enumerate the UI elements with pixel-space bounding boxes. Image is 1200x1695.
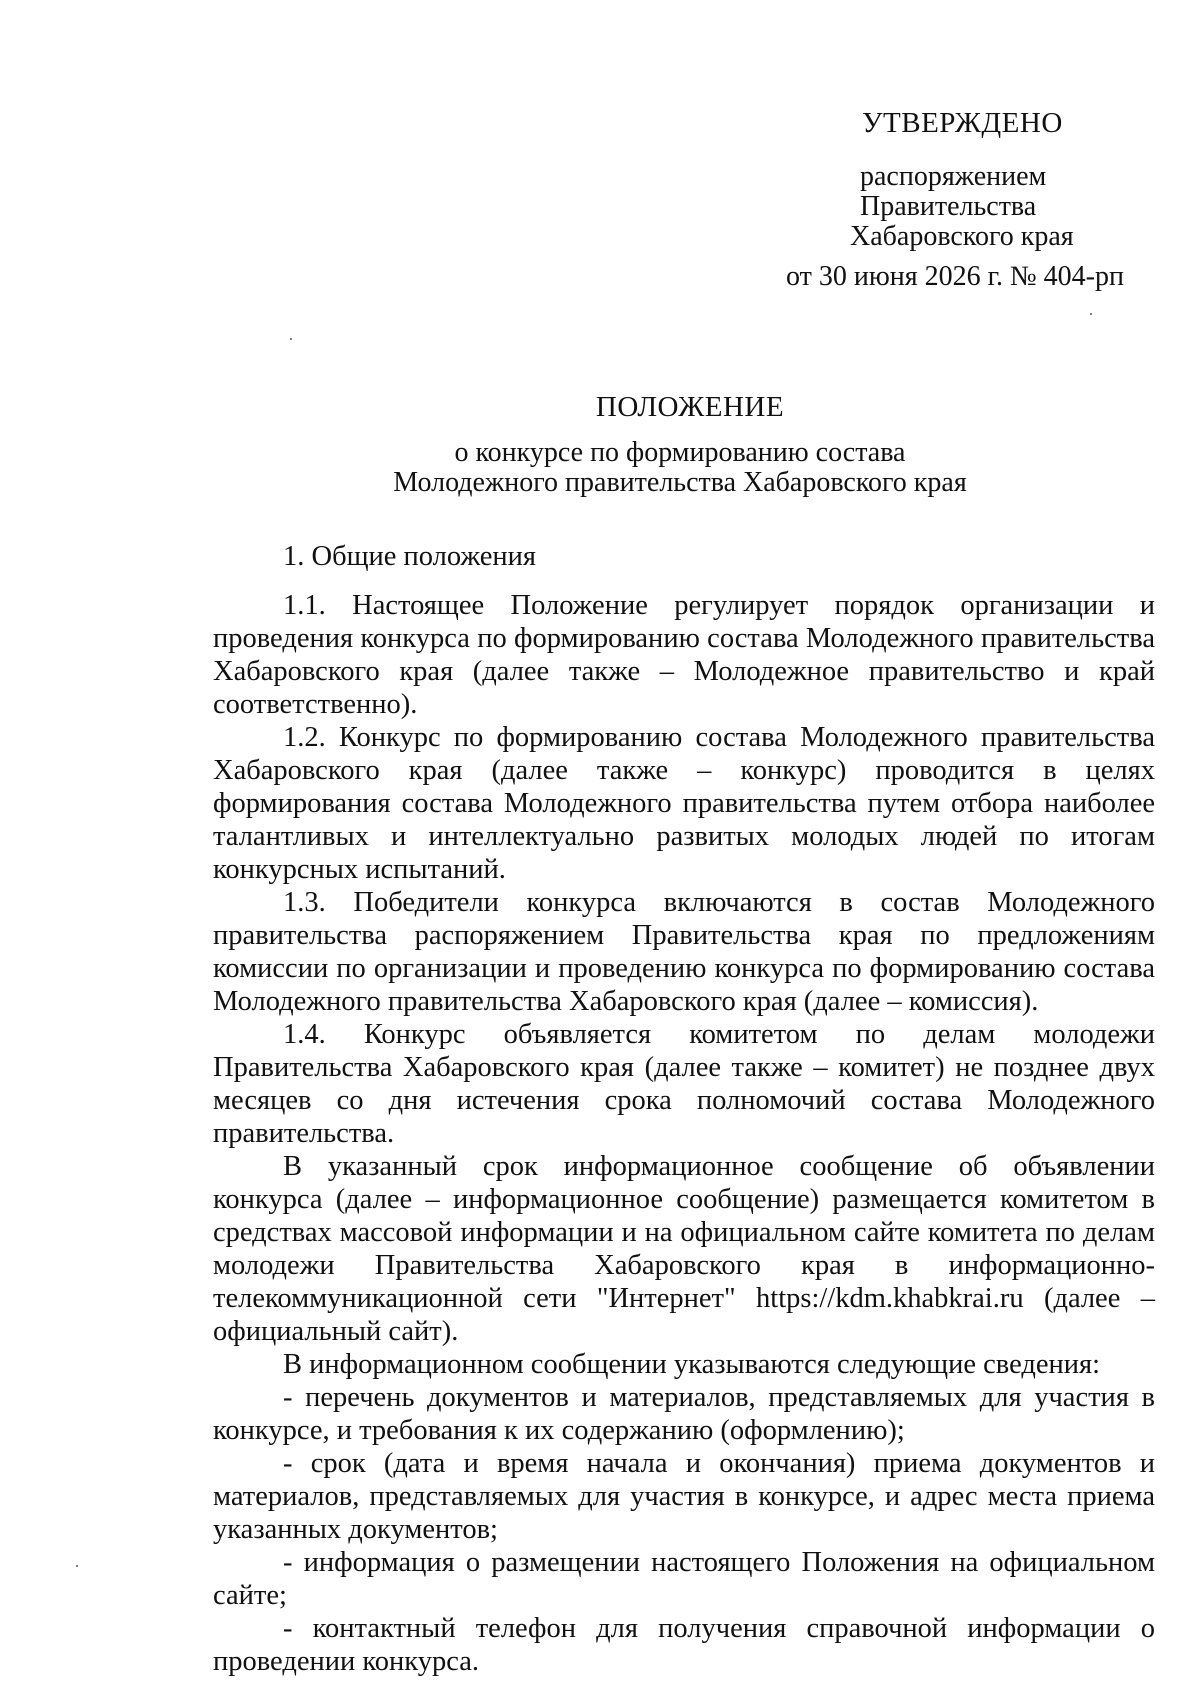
document-body [213,540,1155,1678]
approval-line: Правительства [860,191,1037,222]
approval-stamp [780,108,1140,292]
document-subtitle: о конкурсе по формированию состава [454,437,906,468]
list-item: - информация о размещении настоящего Положения на официальном сайте; [213,1547,1155,1611]
list-item: - контактный телефон для получения справочной информации о проведении конкурса. [213,1613,1155,1677]
list-item: - срок (дата и время начала и окончания) приема документов и материалов, представляемых для участия в конкурсе, и адрес места приема указанных документов; [213,1448,1155,1545]
paragraph: 1.3. Победители конкурса включаются в состав Молодежного правительства распоряжением Правительства края по предложениям комиссии по организации и проведению конкурса по формированию состава Молодежного правительства Хабаровского края (далее – комиссия). [213,887,1155,1017]
paragraph: 1.1. Настоящее Положение регулирует порядок организации и проведения конкурса по формированию состава Молодежного правительства Хабаровского края (далее также – Молодежное правительство и край соответственно). [213,590,1155,720]
document-title: ПОЛОЖЕНИЕ [595,391,785,423]
scan-speck [290,338,292,340]
approval-title: УТВЕРЖДЕНО [862,107,1063,139]
paragraph: В информационном сообщении указываются следующие сведения: [283,1349,1101,1380]
document-title-block [0,392,1200,498]
paragraph: В указанный срок информационное сообщение об объявлении конкурса (далее – информационное сообщение) размещается комитетом в средствах массовой информации и на официальном сайте комитета по делам молодежи Правительства Хабаровского края в информационно-телекоммуникационной сети "Интернет" https://kdm.khabkrai.ru (далее – официальный сайт). [213,1151,1155,1347]
section-heading: 1. Общие положения [283,541,537,572]
scan-speck [76,1565,78,1567]
scan-speck [1090,313,1092,315]
paragraph: 1.2. Конкурс по формированию состава Молодежного правительства Хабаровского края (далее также – конкурс) проводится в целях формирования состава Молодежного правительства путем отбора наиболее талантливых и интеллектуально развитых молодых людей по итогам конкурсных испытаний. [213,722,1155,885]
list-item: - перечень документов и материалов, представляемых для участия в конкурсе, и требования к их содержанию (оформлению); [213,1382,1155,1446]
approval-line: Хабаровского края [850,221,1074,252]
paragraph: 1.4. Конкурс объявляется комитетом по делам молодежи Правительства Хабаровского края (далее также – комитет) не позднее двух месяцев со дня истечения срока полномочий состава Молодежного правительства. [213,1019,1155,1149]
document-subtitle: Молодежного правительства Хабаровского края [393,467,967,498]
approval-date: от 30 июня 2026 г. № 404-рп [786,261,1124,292]
approval-line: распоряжением [860,161,1047,192]
